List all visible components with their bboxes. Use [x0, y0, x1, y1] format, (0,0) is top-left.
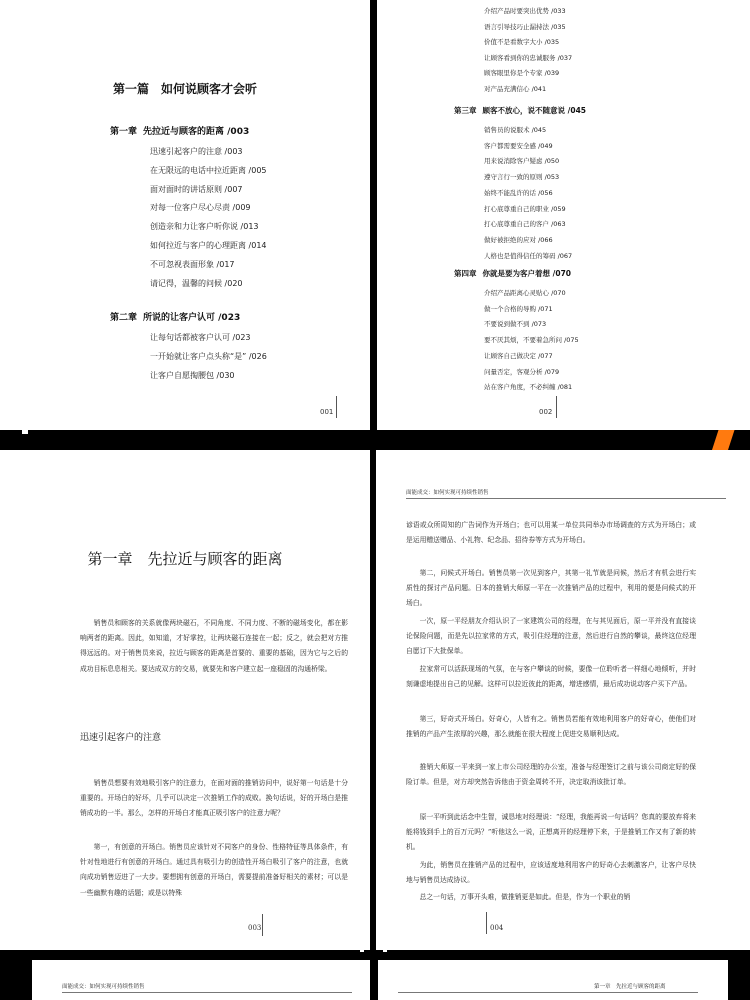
- toc-entry: 对每一位客户尽心尽责 /009: [150, 203, 251, 213]
- toc-entry: 打心底尊重自己的客户 /063: [484, 220, 566, 229]
- toc-entry: 不要说到做不到 /073: [484, 320, 547, 329]
- body-paragraph: 销售员想要有效地吸引客户的注意力，在面对面的推销访问中，说好第一句话是十分重要的。开场白的好坏，几乎可以决定一次推销工作的成败。换句话说，好的开场白是推销成功的一半。那么，怎样的开场白才能真正吸引客户的注意力呢？: [80, 779, 348, 818]
- chapter-title: 所说的让客户认可 /023: [143, 313, 241, 323]
- chapter-label: 第二章: [110, 313, 138, 323]
- toc-page-right: [377, 0, 750, 430]
- toc-entry: 介绍产品距离心灵贴心 /070: [484, 289, 566, 297]
- header-rule: [62, 992, 352, 993]
- running-head: 面能成交：如何实现可持续性销售: [406, 490, 489, 496]
- chapter-intro: 销售员和顾客的关系就像两块磁石，不同角度、不同力度、不断的磁场变化，都在影响两者的距离。因此，如知道，才好掌控，让两块磁石连接在一起；反之，就会把对方推得远远的。对于销售员来说，拉近与顾客的距离是首要的、重要的基础，因为它与之后的成功目标息息相关。要达成双方的交易，就要先和客户建立起一座稳固的沟通桥梁。: [80, 619, 348, 673]
- body-paragraph: 为此，销售员在推销产品的过程中，应该适度地利用客户的好奇心去刺激客户，让客户尽快地与销售员达成协议。: [406, 861, 696, 885]
- body-paragraph: 拉家常可以活跃现场的气氛，在与客户攀谈的时候，要像一位聆听者一样细心地倾听，并时刻谦虚地提出自己的见解。这样可以拉近彼此的距离，增进感情，最后成功说动客户买下产品。: [406, 665, 696, 689]
- body-paragraph: 推销大师原一平来到一家上市公司经理的办公室，准备与经理签订之前与该公司商定好的保险订单。但是，对方却突然告诉他由于资金周转不开，决定取消该批订单。: [406, 763, 696, 787]
- next-page-right: [378, 960, 728, 1000]
- header-rule: [398, 992, 698, 993]
- toc-chapter-heading: [454, 105, 586, 116]
- chapter-title: 你就是要为客户着想 /070: [482, 269, 572, 278]
- toc-entry: 语言引导技巧止漏持法 /035: [484, 22, 566, 31]
- body-paragraph: 原一平听到此话念中生智，诚恳地对经理说：“经理，我能再说一句话吗？您真的要放弃将来能将钱到手上的百万元吗？”听他这么一说，正想离开的经理停下来，于是推销工作又有了新的转机。: [406, 813, 696, 852]
- toc-entry: 在无限远的电话中拉近距离 /005: [150, 165, 267, 175]
- body-paragraph: 第一，有创意的开场白。销售员应该针对不同客户的身份、性格特征等具体条件，有针对性地进行有创意的开场白。通过具有吸引力的创造性开场白吸引了客户的注意，也就向成功销售迈进了一大步。要想拥有创意的开场白，需要提前准备好相关的素材；可以是一些幽默有趣的话题；或是以特殊: [80, 843, 348, 897]
- chapter-title: 先拉近与顾客的距离 /003: [143, 127, 250, 137]
- page-divider-line: [336, 396, 337, 418]
- toc-entry: 对产品充满信心 /041: [484, 85, 547, 93]
- toc-entry: 销售员的说服术 /045: [484, 126, 547, 134]
- body-paragraph: 第二，问候式开场白。销售员第一次见到客户，其第一礼节就是问候，然后才有机会进行实质性的探讨产品问题。日本的推销大师原一平在一次推销产品的过程中，利用的便是问候式的开场白。: [406, 569, 696, 608]
- chapter-title: 顾客不放心，说不随意说 /045: [482, 106, 587, 115]
- toc-entry: 做好被拒绝的应对 /066: [484, 235, 553, 244]
- toc-entry: 如何拉近与客户的心理距离 /014: [150, 241, 267, 250]
- body-paragraph: 第三，好奇式开场白。好奇心，人皆有之。销售员若能有效地利用客户的好奇心，使他们对推销的产品产生浓厚的兴趣，那么就能在很大程度上促进交易顺利达成。: [406, 715, 696, 739]
- page-number: 002: [539, 408, 553, 416]
- page-divider-line: [556, 396, 557, 418]
- page-divider-line: [486, 912, 487, 934]
- toc-entry: 让客户自愿掏腰包 /030: [150, 370, 235, 380]
- toc-entry: 打心底尊重自己的职业 /059: [484, 204, 566, 213]
- toc-entry: 介绍产品时要突出优势 /033: [484, 7, 566, 15]
- toc-entry: 客户都需要安全感 /049: [484, 141, 553, 150]
- page-divider-line: [262, 914, 263, 936]
- toc-entry: 创造亲和力让客户听你说 /013: [150, 222, 259, 232]
- chapter-label: 第三章: [454, 106, 477, 115]
- toc-entry: 站在客户角度，不必纠缠 /081: [484, 383, 573, 392]
- header-rule: [406, 498, 726, 499]
- page-number: 001: [320, 408, 334, 416]
- part-title: 第一篇 如何说顾客才会听: [112, 82, 257, 96]
- page-number: 003: [248, 924, 262, 932]
- toc-entry: 用来说消除客户疑虑 /050: [484, 157, 560, 166]
- section-title: 迅速引起客户的注意: [80, 733, 162, 743]
- toc-entry: 一开始就让客户点头称“是” /026: [150, 351, 267, 361]
- running-head: 第一章 先拉近与顾客的距离: [594, 984, 666, 990]
- toc-entry: 要不厌其烦，不要着急所问 /075: [484, 336, 579, 345]
- body-paragraph: 一次，原一平经朋友介绍认识了一家建筑公司的经理，在与其见面后，原一平并没有直接谈论保险问题，而是先以拉家常的方式，吸引住经理的注意，然后进行自然的攀谈，最终这位经理自愿订下大批保单。: [406, 617, 696, 656]
- chapter-label: 第一章: [110, 127, 138, 137]
- toc-entry: 不可忽视表面形象 /017: [150, 259, 235, 269]
- toc-chapter-heading: [110, 124, 249, 137]
- toc-entry: 让顾客看到你的忠诚服务 /037: [484, 53, 573, 62]
- toc-entry: 让顾客自己做决定 /077: [484, 351, 553, 360]
- body-paragraph: 总之一句话，万事开头难，做推销更是如此。但是，作为一个职业的销: [419, 893, 631, 901]
- toc-entry: 价值不是看数字大小 /035: [484, 38, 560, 47]
- toc-entry: 面对面时的讲话原则 /007: [150, 184, 243, 194]
- page-number: 004: [490, 924, 504, 932]
- running-head: 面能成交：如何实现可持续性销售: [62, 984, 145, 990]
- toc-chapter-heading: [454, 268, 571, 279]
- chapter-page-left: [0, 450, 370, 950]
- toc-entry: 做一个合格的导购 /071: [484, 304, 553, 313]
- next-page-left: [32, 960, 370, 1000]
- toc-entry: 始终不能乱许的话 /056: [484, 188, 553, 197]
- chapter-page-right: [376, 450, 750, 950]
- toc-entry: 让每句话都被客户认可 /023: [150, 333, 251, 342]
- toc-entry: 遵守言行一致的原则 /053: [484, 173, 560, 182]
- toc-entry: 迅速引起客户的注意 /003: [150, 147, 243, 156]
- toc-page-left: [0, 0, 370, 430]
- toc-entry: 顾客眼里你是个专家 /039: [484, 69, 560, 78]
- toc-entry: 请记得，温馨的问候 /020: [150, 278, 243, 288]
- chapter-title: 第一章 先拉近与顾客的距离: [87, 550, 283, 568]
- chapter-label: 第四章: [454, 269, 477, 278]
- toc-chapter-heading: [110, 310, 240, 323]
- toc-entry: 问量否定，客观分析 /079: [484, 367, 560, 376]
- body-paragraph: 谚语或众所周知的广告词作为开场白；也可以用某一单位共同举办市场调查的方式为开场白；或是运用赠送赠品、小礼物、纪念品、招待券等方式为开场白。: [406, 521, 696, 545]
- toc-entry: 人格也是值得信任的筹码 /067: [484, 251, 573, 260]
